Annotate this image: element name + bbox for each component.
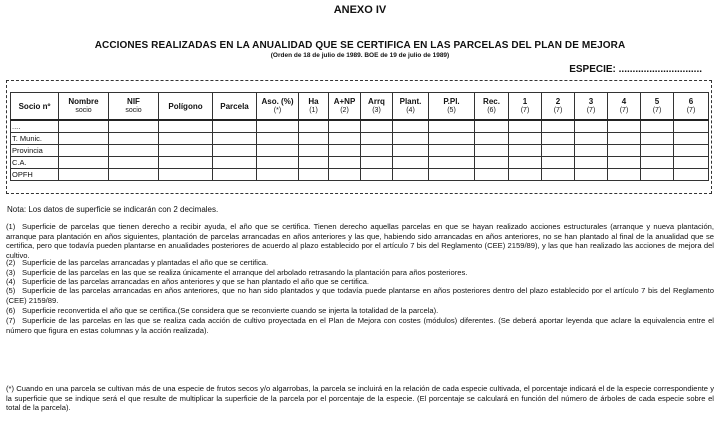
asterisk-note: (*) Cuando en una parcela se cultivan más de una especie de frutos secos y/o algarrobas, la parcela se incluirá en la relación de cada especie cultivada, el porcentaje indicará el de la especie correspondiente y la superficie que se indique será el que resulte de multiplicar la superficie de la parcela por el porcentaje de la especie. (El porcentaje se calculará en función del número de árboles de cada especie sobre el total de la parcela).: [6, 384, 714, 413]
column-header-sub: (7): [652, 107, 662, 114]
table-cell[interactable]: [361, 145, 393, 157]
column-header: [509, 93, 542, 121]
certification-table: [10, 92, 709, 181]
column-header-label: 1: [522, 97, 528, 106]
table-cell[interactable]: [213, 157, 257, 169]
column-header-label: 5: [654, 97, 660, 106]
column-header: [299, 93, 329, 121]
table-cell[interactable]: [393, 145, 429, 157]
table-cell[interactable]: [159, 120, 213, 133]
table-cell[interactable]: [393, 169, 429, 181]
column-header-sub: (7): [619, 107, 629, 114]
table-cell[interactable]: [509, 157, 542, 169]
column-header: [575, 93, 608, 121]
footnote-text: Superficie reconvertida el año que se certifica.(Se considera que se reconvierte cuando se injerta la totalidad de la parcela).: [22, 306, 439, 315]
column-header-label: Plant.: [399, 97, 422, 106]
table-cell[interactable]: [393, 133, 429, 145]
column-header-label: Rec.: [483, 97, 500, 106]
table-cell[interactable]: [475, 133, 509, 145]
footnote-number: (2): [6, 258, 16, 267]
table-cell[interactable]: [109, 145, 159, 157]
column-header: [361, 93, 393, 121]
column-header-label: Ha: [308, 97, 319, 106]
row-label: C.A.: [11, 157, 59, 169]
table-cell[interactable]: [608, 157, 641, 169]
table-cell[interactable]: [329, 145, 361, 157]
decimal-note: Nota: Los datos de superficie se indicarán con 2 decimales.: [7, 205, 219, 214]
table-cell[interactable]: [641, 169, 674, 181]
table-cell[interactable]: [257, 133, 299, 145]
table-cell[interactable]: [509, 169, 542, 181]
table-cell[interactable]: [641, 120, 674, 133]
footnote-number: (3): [6, 268, 16, 277]
column-header: [674, 93, 709, 121]
column-header-sub: (7): [553, 107, 563, 114]
table-cell[interactable]: [361, 157, 393, 169]
table-cell[interactable]: [329, 169, 361, 181]
footnote-text: Superficie de las parcelas arrancadas en años anteriores, que no han sido plantados y que todavía puede plantarse en años posteriores dentro del plazo establecido por el artículo 7 bis del Reglamento (CEE) 2159/89.: [6, 286, 714, 305]
footnote-number: (1): [6, 222, 16, 231]
table-cell[interactable]: [429, 169, 475, 181]
table-cell[interactable]: [674, 120, 709, 133]
table-cell[interactable]: [159, 169, 213, 181]
table-cell[interactable]: [109, 169, 159, 181]
column-header-sub: (1): [309, 107, 318, 114]
table-cell[interactable]: [361, 133, 393, 145]
table-cell[interactable]: [329, 157, 361, 169]
table-cell[interactable]: [109, 157, 159, 169]
column-header-sub: (4): [406, 107, 415, 114]
column-header: [213, 93, 257, 121]
column-header: [109, 93, 159, 121]
table-cell[interactable]: [393, 120, 429, 133]
footnote: [6, 258, 714, 268]
footnote-number: (4): [6, 277, 16, 286]
column-header: [608, 93, 641, 121]
table-cell[interactable]: [575, 133, 608, 145]
footnote-number: (7): [6, 316, 16, 325]
table-cell[interactable]: [213, 145, 257, 157]
table-cell[interactable]: [361, 169, 393, 181]
table-cell[interactable]: [575, 120, 608, 133]
table-cell[interactable]: [159, 133, 213, 145]
table-cell[interactable]: [575, 169, 608, 181]
table-header-row: [11, 93, 709, 121]
table-cell[interactable]: [608, 133, 641, 145]
table-cell[interactable]: [299, 133, 329, 145]
column-header-sub: (7): [686, 107, 696, 114]
footnote-text: Superficie de las parcelas arrancadas en años anteriores y que se han plantado el año que se certifica.: [22, 277, 369, 286]
column-header: [11, 93, 59, 121]
footnote: [6, 306, 714, 316]
column-header: [475, 93, 509, 121]
table-cell[interactable]: [509, 133, 542, 145]
table-cell[interactable]: [641, 133, 674, 145]
table-cell[interactable]: [542, 145, 575, 157]
row-label: T. Munic.: [11, 133, 59, 145]
column-header-sub: (5): [447, 107, 456, 114]
column-header: [641, 93, 674, 121]
table-cell[interactable]: [299, 169, 329, 181]
table-cell[interactable]: [429, 133, 475, 145]
column-header-sub: (*): [273, 107, 282, 114]
column-header-sub: (7): [520, 107, 530, 114]
column-header-label: Polígono: [168, 101, 203, 111]
form-subtitle: (Orden de 18 de julio de 1989. BOE de 19 de julio de 1989): [270, 52, 450, 59]
table-cell[interactable]: [608, 120, 641, 133]
column-header-label: 3: [588, 97, 594, 106]
table-row: [11, 120, 709, 133]
row-label: ....: [11, 120, 59, 133]
table-cell[interactable]: [608, 169, 641, 181]
column-header-label: 2: [555, 97, 561, 106]
column-header: [59, 93, 109, 121]
column-header-label: NIF: [127, 97, 140, 106]
table-cell[interactable]: [329, 133, 361, 145]
table-cell[interactable]: [509, 145, 542, 157]
table-cell[interactable]: [542, 169, 575, 181]
table-cell[interactable]: [641, 157, 674, 169]
table-cell[interactable]: [59, 169, 109, 181]
table-row: [11, 169, 709, 181]
table-cell[interactable]: [674, 145, 709, 157]
column-header-sub: (7): [586, 107, 596, 114]
table-cell[interactable]: [257, 169, 299, 181]
table-cell[interactable]: [475, 120, 509, 133]
footnote-text: Superficie de las parcelas en las que se realiza únicamente el arranque del arbolado retrasando la plantación para años posteriores.: [22, 268, 468, 277]
table-cell[interactable]: [159, 145, 213, 157]
table-cell[interactable]: [213, 133, 257, 145]
column-header-label: Arrq: [368, 97, 385, 106]
form-title: ACCIONES REALIZADAS EN LA ANUALIDAD QUE SE CERTIFICA EN LAS PARCELAS DEL PLAN DE MEJORA: [94, 40, 626, 51]
footnote-text: Superficie de parcelas que tienen derecho a recibir ayuda, el año que se certifica. Tienen derecho aquellas parcelas en que se hayan realizado acciones estructurales (arranque y nueva plantación, arranque para plantación en años siguientes, plantación de parcelas arrancadas en años anteriores y las que, habiendo sido arrancadas en años anteriores, no se han plantado al final de la anualidad que se certifica, pero que todavía pueden plantarse en anualidades posteriores de acuerdo al plazo establecido por el artículo 7 bis del Reglamento (CEE) 2159/89), y las que han realizado las acciones de mejora del cultivo.: [6, 222, 714, 260]
column-header-label: Parcela: [220, 101, 249, 111]
column-header-label: Aso. (%): [261, 97, 294, 106]
table-cell[interactable]: [159, 157, 213, 169]
column-header: [542, 93, 575, 121]
footnote-text: Superficie de las parcelas arrancadas y plantadas el año que se certifica.: [22, 258, 269, 267]
footnote-number: (5): [6, 286, 16, 295]
footnote-number: (6): [6, 306, 16, 315]
table-cell[interactable]: [674, 169, 709, 181]
table-cell[interactable]: [608, 145, 641, 157]
table-cell[interactable]: [299, 157, 329, 169]
table-cell[interactable]: [257, 145, 299, 157]
table-cell[interactable]: [475, 169, 509, 181]
especie-field[interactable]: ESPECIE: ..............................: [569, 64, 702, 75]
table-cell[interactable]: [674, 133, 709, 145]
table-row: [11, 145, 709, 157]
table-cell[interactable]: [257, 157, 299, 169]
table-cell[interactable]: [213, 169, 257, 181]
footnote: [6, 316, 714, 335]
table-cell[interactable]: [641, 145, 674, 157]
table-cell[interactable]: [575, 157, 608, 169]
column-header-label: 4: [621, 97, 627, 106]
row-label: Provincia: [11, 145, 59, 157]
table-cell[interactable]: [475, 157, 509, 169]
table-row: [11, 133, 709, 145]
footnote-text: Superficie de las parcelas en las que se realiza cada acción de cultivo proyectada en el Plan de Mejora con costes (módulos) diferentes. (Se deberá aportar leyenda que aclare la equivalencia entre el número que figura en estas columnas y la acción realizada).: [6, 316, 714, 335]
table-cell[interactable]: [329, 120, 361, 133]
column-header-sub: socio: [125, 107, 142, 114]
column-header-sub: socio: [75, 107, 92, 114]
table-cell[interactable]: [509, 120, 542, 133]
table-cell[interactable]: [542, 133, 575, 145]
table-cell[interactable]: [299, 145, 329, 157]
table-cell[interactable]: [674, 157, 709, 169]
table-cell[interactable]: [109, 133, 159, 145]
table-row: [11, 157, 709, 169]
table-cell[interactable]: [393, 157, 429, 169]
table-cell[interactable]: [59, 120, 109, 133]
column-header-sub: (6): [487, 107, 496, 114]
column-header-label: P.Pl.: [443, 97, 460, 106]
column-header-label: Socio nº: [18, 101, 51, 111]
table-cell[interactable]: [575, 145, 608, 157]
column-header: [257, 93, 299, 121]
column-header: [159, 93, 213, 121]
table-cell[interactable]: [59, 157, 109, 169]
table-cell[interactable]: [109, 120, 159, 133]
column-header-sub: (2): [340, 107, 349, 114]
column-header-label: A+NP: [333, 97, 356, 106]
row-label: OPFH: [11, 169, 59, 181]
column-header-label: Nombre: [68, 97, 99, 106]
column-header: [329, 93, 361, 121]
table-cell[interactable]: [361, 120, 393, 133]
table-cell[interactable]: [59, 133, 109, 145]
table-cell[interactable]: [475, 145, 509, 157]
table-cell[interactable]: [429, 157, 475, 169]
column-header: [429, 93, 475, 121]
table-cell[interactable]: [59, 145, 109, 157]
footnote: [6, 222, 714, 260]
column-header-label: 6: [688, 97, 694, 106]
annex-heading: ANEXO IV: [333, 4, 387, 16]
footnote: [6, 286, 714, 305]
column-header: [393, 93, 429, 121]
table-cell[interactable]: [299, 120, 329, 133]
table-cell[interactable]: [542, 157, 575, 169]
table-cell[interactable]: [542, 120, 575, 133]
table-cell[interactable]: [429, 120, 475, 133]
table-cell[interactable]: [257, 120, 299, 133]
column-header-sub: (3): [372, 107, 381, 114]
table-cell[interactable]: [429, 145, 475, 157]
table-cell[interactable]: [213, 120, 257, 133]
